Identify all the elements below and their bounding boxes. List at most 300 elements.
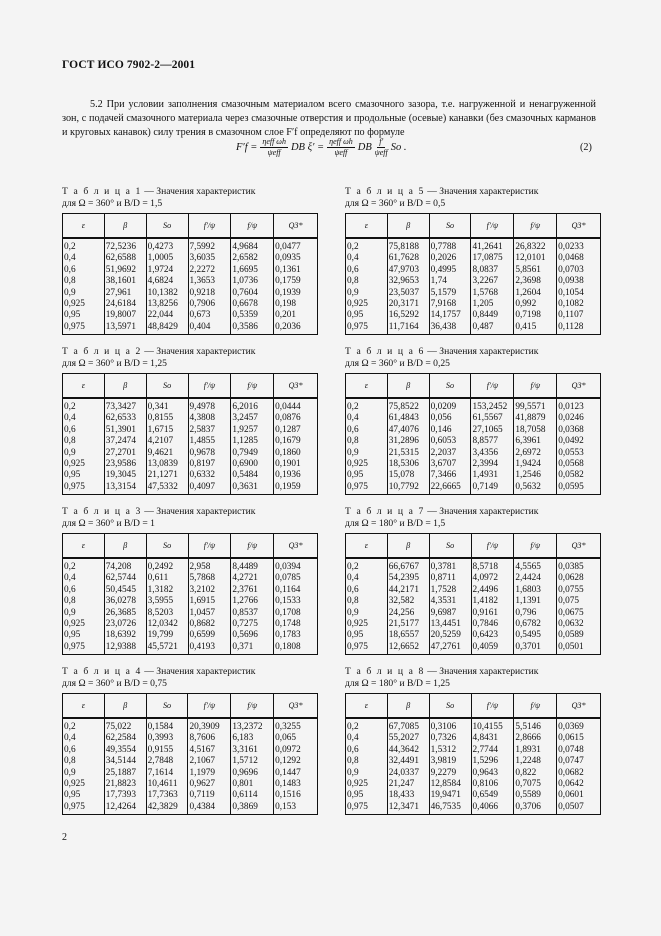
table-row xyxy=(346,299,601,310)
table-cell: 0,7788 xyxy=(429,238,471,253)
table-cell: 0,0477 xyxy=(274,238,318,253)
column-header: f/ψ xyxy=(514,534,557,559)
table-cell: 0,6114 xyxy=(231,790,274,801)
table-cell: 12,8584 xyxy=(429,779,471,790)
table-cell: 0,7275 xyxy=(231,619,274,630)
table-cell: 0,0595 xyxy=(557,482,601,495)
table-cell: 9,2279 xyxy=(429,768,471,779)
table-cell: 0,9155 xyxy=(146,745,188,756)
table-cell: 0,9696 xyxy=(231,768,274,779)
table-row xyxy=(63,596,318,607)
table-cell: 47,4076 xyxy=(387,425,429,436)
table-cell: 19,8007 xyxy=(104,310,146,321)
table-cell: 0,6678 xyxy=(231,299,274,310)
table-cell: 5,5146 xyxy=(514,718,557,733)
characteristics-table xyxy=(62,213,318,335)
table-cell: 0,673 xyxy=(188,310,231,321)
table-cell: 0,3706 xyxy=(514,802,557,815)
table-cell: 24,256 xyxy=(387,608,429,619)
table-cell: 19,799 xyxy=(146,630,188,641)
table-block-7 xyxy=(345,506,600,655)
characteristics-table xyxy=(62,693,318,815)
table-cell: 19,9471 xyxy=(429,790,471,801)
table-cell: 0,992 xyxy=(514,299,557,310)
table-cell: 0,1708 xyxy=(274,608,318,619)
table-cell: 2,3761 xyxy=(231,585,274,596)
table-cell: 6,3961 xyxy=(514,436,557,447)
table-cell: 0,056 xyxy=(429,413,471,424)
column-header: So xyxy=(146,214,188,239)
characteristics-table xyxy=(345,213,601,335)
table-cell: 0,6782 xyxy=(514,619,557,630)
table-cell: 0,4 xyxy=(64,413,76,424)
table-cell: 0,4384 xyxy=(188,802,231,815)
table-title: — Значения характеристик xyxy=(424,346,539,357)
table-cell: 0,341 xyxy=(146,398,188,413)
table-row xyxy=(346,756,601,767)
table-caption xyxy=(62,346,317,358)
table-cell: 1,1285 xyxy=(231,436,274,447)
column-header: So xyxy=(146,694,188,719)
table-cell: 47,9703 xyxy=(387,265,429,276)
table-row xyxy=(63,619,318,630)
table-row xyxy=(346,276,601,287)
table-cell: 0,0501 xyxy=(557,642,601,655)
table-row xyxy=(346,448,601,459)
column-header: β xyxy=(104,374,146,399)
table-cell: 74,208 xyxy=(104,558,146,573)
column-header: Q3* xyxy=(274,214,318,239)
table-cell: 66,6767 xyxy=(387,558,429,573)
table-cell: 0,0468 xyxy=(557,253,601,264)
table-row xyxy=(346,459,601,470)
table-row xyxy=(63,299,318,310)
table-row xyxy=(63,642,318,655)
table-cell: 1,0457 xyxy=(188,608,231,619)
table-cell: 13,0839 xyxy=(146,459,188,470)
table-row xyxy=(346,288,601,299)
table-cell: 27,961 xyxy=(104,288,146,299)
table-row xyxy=(346,482,601,495)
table-cell: 0,0368 xyxy=(557,425,601,436)
table-row xyxy=(346,253,601,264)
table-cell: 7,9168 xyxy=(429,299,471,310)
table-cell: 1,6695 xyxy=(231,265,274,276)
table-cell: 44,3642 xyxy=(387,745,429,756)
table-cell: 0,0682 xyxy=(557,768,601,779)
table-cell: 51,3901 xyxy=(104,425,146,436)
table-cell: 0,975 xyxy=(64,801,85,812)
table-cell: 1,4182 xyxy=(471,596,514,607)
column-header: So xyxy=(429,694,471,719)
table-cell: 24,6184 xyxy=(104,299,146,310)
table-cell: 5,8561 xyxy=(514,265,557,276)
table-cell: 0,95 xyxy=(347,470,364,481)
table-cell: 1,5712 xyxy=(231,756,274,767)
table-cell: 21,8823 xyxy=(104,779,146,790)
column-header: f′/ψ xyxy=(471,694,514,719)
table-cell: 18,6392 xyxy=(104,630,146,641)
table-cell: 1,9424 xyxy=(514,459,557,470)
table-cell: 0,0394 xyxy=(274,558,318,573)
table-row xyxy=(346,322,601,335)
table-cell: 1,6915 xyxy=(188,596,231,607)
table-cell: 0,975 xyxy=(347,321,368,332)
column-header: ε xyxy=(63,534,105,559)
formula-fraction-3 xyxy=(375,137,388,158)
table-row xyxy=(63,253,318,264)
table-cell: 32,4491 xyxy=(387,756,429,767)
characteristics-table xyxy=(345,693,601,815)
table-cell: 0,1959 xyxy=(274,482,318,495)
table-cell: 0,975 xyxy=(347,641,368,652)
table-cell: 2,4424 xyxy=(514,573,557,584)
table-cell: 16,5292 xyxy=(387,310,429,321)
column-header: β xyxy=(387,374,429,399)
table-row xyxy=(346,436,601,447)
table-cell: 0,6332 xyxy=(188,470,231,481)
table-cell: 0,0876 xyxy=(274,413,318,424)
column-header: β xyxy=(387,214,429,239)
column-header: ε xyxy=(63,694,105,719)
column-header: f/ψ xyxy=(231,534,274,559)
table-cell: 44,2171 xyxy=(387,585,429,596)
table-cell: 0,0553 xyxy=(557,448,601,459)
table-cell: 2,3994 xyxy=(471,459,514,470)
table-caption xyxy=(62,666,317,678)
table-cell: 2,4496 xyxy=(471,585,514,596)
table-cell: 0,2 xyxy=(64,402,76,412)
table-cell: 22,6665 xyxy=(429,482,471,495)
table-cell: 0,925 xyxy=(64,779,85,790)
table-row xyxy=(63,585,318,596)
table-cell: 0,153 xyxy=(274,802,318,815)
table-cell: 0,2 xyxy=(347,562,359,572)
table-cell: 0,1483 xyxy=(274,779,318,790)
table-row xyxy=(63,630,318,641)
table-cell: 0,0444 xyxy=(274,398,318,413)
table-cell: 1,2766 xyxy=(231,596,274,607)
column-header: f′/ψ xyxy=(471,214,514,239)
table-cell: 0,9 xyxy=(64,767,76,778)
table-cell: 25,1887 xyxy=(104,768,146,779)
table-cell: 46,7535 xyxy=(429,802,471,815)
table-row xyxy=(63,470,318,481)
table-cell: 0,925 xyxy=(64,459,85,470)
table-cell: 0,6 xyxy=(347,264,359,275)
column-header: f′/ψ xyxy=(188,214,231,239)
table-cell: 0,925 xyxy=(347,779,368,790)
table-row xyxy=(63,238,318,253)
table-title: — Значения характеристик xyxy=(141,186,256,197)
table-cell: 24,0337 xyxy=(387,768,429,779)
table-cell: 61,7628 xyxy=(387,253,429,264)
table-cell: 1,2604 xyxy=(514,288,557,299)
table-row xyxy=(63,288,318,299)
table-cell: 2,5837 xyxy=(188,425,231,436)
table-cell: 0,3255 xyxy=(274,718,318,733)
table-cell: 4,2107 xyxy=(146,436,188,447)
table-row xyxy=(346,573,601,584)
table-cell: 21,5177 xyxy=(387,619,429,630)
table-cell: 0,3586 xyxy=(231,322,274,335)
table-cell: 0,8155 xyxy=(146,413,188,424)
table-cell: 0,4066 xyxy=(471,802,514,815)
column-header: f/ψ xyxy=(231,694,274,719)
table-cell: 0,0246 xyxy=(557,413,601,424)
table-cell: 12,0342 xyxy=(146,619,188,630)
table-cell: 99,5571 xyxy=(514,398,557,413)
table-cell: 0,8537 xyxy=(231,608,274,619)
table-cell: 0,7075 xyxy=(514,779,557,790)
table-cell: 31,2896 xyxy=(387,436,429,447)
table-cell: 61,4843 xyxy=(387,413,429,424)
fraction-denominator: ψeff xyxy=(267,148,281,157)
table-cell: 10,4155 xyxy=(471,718,514,733)
table-cell: 0,4 xyxy=(64,253,76,264)
table-cell: 0,2026 xyxy=(429,253,471,264)
table-cell: 0,8 xyxy=(64,596,76,607)
table-cell: 12,3471 xyxy=(387,802,429,815)
table-cell: 4,5167 xyxy=(188,745,231,756)
table-row xyxy=(63,718,318,733)
table-cell: 54,2395 xyxy=(387,573,429,584)
table-cell: 0,822 xyxy=(514,768,557,779)
formula-lhs: F′f = xyxy=(236,142,258,153)
table-cell: 42,3829 xyxy=(146,802,188,815)
table-block-2 xyxy=(62,346,317,495)
table-row xyxy=(63,398,318,413)
table-cell: 0,9 xyxy=(347,767,359,778)
table-caption xyxy=(345,666,600,678)
table-title: — Значения характеристик xyxy=(141,346,256,357)
table-row xyxy=(346,790,601,801)
table-cell: 0,6 xyxy=(347,744,359,755)
table-cell: 2,958 xyxy=(188,558,231,573)
table-cell: 51,9692 xyxy=(104,265,146,276)
table-cell: 0,796 xyxy=(514,608,557,619)
table-row xyxy=(63,413,318,424)
table-row xyxy=(346,413,601,424)
table-cell: 62,5744 xyxy=(104,573,146,584)
column-header: β xyxy=(104,214,146,239)
table-row xyxy=(63,779,318,790)
table-cell: 50,4545 xyxy=(104,585,146,596)
table-cell: 0,1082 xyxy=(557,299,601,310)
table-cell: 61,5567 xyxy=(471,413,514,424)
table-cell: 0,0755 xyxy=(557,585,601,596)
table-cell: 2,8666 xyxy=(514,733,557,744)
table-cell: 72,5236 xyxy=(104,238,146,253)
table-row xyxy=(346,265,601,276)
table-cell: 1,5296 xyxy=(471,756,514,767)
table-block-8 xyxy=(345,666,600,815)
table-cell: 0,0972 xyxy=(274,745,318,756)
table-cell: 0,4 xyxy=(347,413,359,424)
table-cell: 15,078 xyxy=(387,470,429,481)
table-cell: 0,5484 xyxy=(231,470,274,481)
table-row xyxy=(346,642,601,655)
table-cell: 1,3182 xyxy=(146,585,188,596)
table-row xyxy=(346,558,601,573)
table-cell: 0,4 xyxy=(64,733,76,744)
table-cell: 27,2701 xyxy=(104,448,146,459)
table-row xyxy=(63,756,318,767)
characteristics-table xyxy=(62,373,318,495)
formula-fraction-1 xyxy=(260,137,288,158)
table-cell: 0,7949 xyxy=(231,448,274,459)
table-row xyxy=(346,398,601,413)
table-cell: 3,6035 xyxy=(188,253,231,264)
table-cell: 1,6803 xyxy=(514,585,557,596)
table-condition: для Ω = 180° и B/D = 1,5 xyxy=(345,518,446,529)
table-cell: 12,4264 xyxy=(104,802,146,815)
table-cell: 0,975 xyxy=(347,481,368,492)
column-header: ε xyxy=(346,374,388,399)
table-header-row xyxy=(346,694,601,719)
column-header: Q3* xyxy=(557,374,601,399)
table-cell: 0,371 xyxy=(231,642,274,655)
table-cell: 13,3154 xyxy=(104,482,146,495)
table-cell: 0,4059 xyxy=(471,642,514,655)
column-header: ε xyxy=(346,214,388,239)
fraction-numerator: ηeff ωh xyxy=(329,137,353,146)
table-cell: 0,1759 xyxy=(274,276,318,287)
column-header: Q3* xyxy=(557,534,601,559)
table-cell: 0,975 xyxy=(64,481,85,492)
table-cell: 0,1516 xyxy=(274,790,318,801)
table-row xyxy=(346,619,601,630)
table-row xyxy=(63,276,318,287)
table-cell: 0,0492 xyxy=(557,436,601,447)
table-cell: 3,9819 xyxy=(429,756,471,767)
table-cell: 7,1614 xyxy=(146,768,188,779)
table-condition: для Ω = 360° и B/D = 1,25 xyxy=(62,358,167,369)
table-cell: 0,6549 xyxy=(471,790,514,801)
table-cell: 20,5259 xyxy=(429,630,471,641)
table-label: Т а б л и ц а 1 xyxy=(62,186,142,197)
table-condition: для Ω = 360° и B/D = 0,75 xyxy=(62,678,167,689)
table-cell: 0,6 xyxy=(64,264,76,275)
table-cell: 12,9388 xyxy=(104,642,146,655)
table-cell: 0,487 xyxy=(471,322,514,335)
table-cell: 0,9161 xyxy=(471,608,514,619)
table-cell: 27,1065 xyxy=(471,425,514,436)
table-cell: 0,9 xyxy=(347,607,359,618)
table-cell: 0,975 xyxy=(64,321,85,332)
table-cell: 1,9724 xyxy=(146,265,188,276)
table-header-row xyxy=(63,214,318,239)
table-cell: 0,925 xyxy=(64,299,85,310)
table-cell: 0,9 xyxy=(347,447,359,458)
table-cell: 0,0675 xyxy=(557,608,601,619)
table-cell: 0,0385 xyxy=(557,558,601,573)
table-cell: 23,9586 xyxy=(104,459,146,470)
table-cell: 13,4451 xyxy=(429,619,471,630)
table-cell: 0,8 xyxy=(64,756,76,767)
column-header: Q3* xyxy=(557,214,601,239)
table-cell: 9,6987 xyxy=(429,608,471,619)
table-cell: 0,3701 xyxy=(514,642,557,655)
table-header-row xyxy=(346,214,601,239)
table-cell: 23,0726 xyxy=(104,619,146,630)
table-cell: 21,247 xyxy=(387,779,429,790)
table-row xyxy=(63,459,318,470)
table-cell: 0,1748 xyxy=(274,619,318,630)
table-cell: 0,9678 xyxy=(188,448,231,459)
table-cell: 3,2457 xyxy=(231,413,274,424)
table-cell: 0,9 xyxy=(347,287,359,298)
table-cell: 0,6599 xyxy=(188,630,231,641)
table-cell: 0,7119 xyxy=(188,790,231,801)
table-cell: 41,8879 xyxy=(514,413,557,424)
table-row xyxy=(346,733,601,744)
column-header: β xyxy=(104,694,146,719)
table-row xyxy=(346,596,601,607)
table-cell: 0,3993 xyxy=(146,733,188,744)
table-cell: 0,0369 xyxy=(557,718,601,733)
formula-fraction-2 xyxy=(327,137,355,158)
table-cell: 1,1979 xyxy=(188,768,231,779)
table-cell: 0,0589 xyxy=(557,630,601,641)
table-caption xyxy=(345,506,600,518)
table-cell: 19,3045 xyxy=(104,470,146,481)
table-cell: 20,3171 xyxy=(387,299,429,310)
table-cell: 2,6972 xyxy=(514,448,557,459)
table-cell: 0,925 xyxy=(347,459,368,470)
table-cell: 0,8 xyxy=(64,436,76,447)
table-cell: 47,5332 xyxy=(146,482,188,495)
table-cell: 8,5203 xyxy=(146,608,188,619)
table-label: Т а б л и ц а 5 xyxy=(345,186,425,197)
table-cell: 0,1447 xyxy=(274,768,318,779)
table-cell: 0,0938 xyxy=(557,276,601,287)
table-row xyxy=(346,718,601,733)
characteristics-table xyxy=(345,373,601,495)
table-cell: 1,3653 xyxy=(188,276,231,287)
table-cell: 12,6652 xyxy=(387,642,429,655)
fraction-numerator: ηeff ωh xyxy=(262,137,286,146)
column-header: f/ψ xyxy=(514,694,557,719)
table-cell: 0,1128 xyxy=(557,322,601,335)
table-cell: 9,4621 xyxy=(146,448,188,459)
table-cell: 4,9684 xyxy=(231,238,274,253)
table-cell: 0,8 xyxy=(64,276,76,287)
table-cell: 0,8711 xyxy=(429,573,471,584)
table-row xyxy=(346,745,601,756)
table-cell: 3,5955 xyxy=(146,596,188,607)
table-cell: 1,9257 xyxy=(231,425,274,436)
table-row xyxy=(63,265,318,276)
table-cell: 0,404 xyxy=(188,322,231,335)
table-row xyxy=(63,322,318,335)
table-cell: 0,0642 xyxy=(557,779,601,790)
table-cell: 4,3531 xyxy=(429,596,471,607)
table-cell: 1,2546 xyxy=(514,470,557,481)
table-cell: 0,8 xyxy=(347,436,359,447)
table-condition: для Ω = 360° и B/D = 1,5 xyxy=(62,198,163,209)
table-cell: 32,9653 xyxy=(387,276,429,287)
column-header: β xyxy=(387,694,429,719)
table-cell: 0,0748 xyxy=(557,745,601,756)
table-cell: 0,1584 xyxy=(146,718,188,733)
table-cell: 0,1901 xyxy=(274,459,318,470)
column-header: Q3* xyxy=(557,694,601,719)
table-cell: 0,8106 xyxy=(471,779,514,790)
table-cell: 0,95 xyxy=(347,630,364,641)
table-cell: 0,1107 xyxy=(557,310,601,321)
table-cell: 0,2 xyxy=(347,402,359,412)
